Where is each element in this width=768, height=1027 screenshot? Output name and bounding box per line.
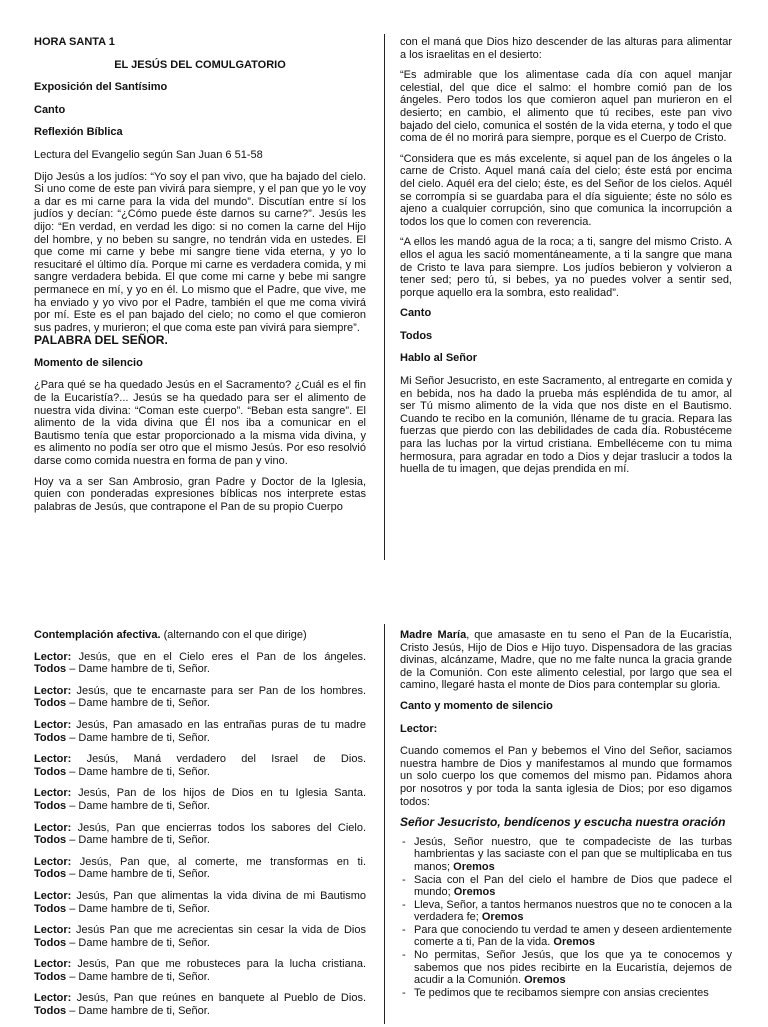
litany-item xyxy=(34,753,366,778)
todos-label: Todos xyxy=(34,1005,67,1018)
madre-maria-label: Madre María xyxy=(400,629,467,641)
litany-list xyxy=(34,651,366,1018)
litany-invocation: Jesús, Pan que, al comerte, me transformas en ti. xyxy=(71,855,366,868)
section-momento-silencio: Momento de silencio xyxy=(34,356,143,369)
todos-response: – Dame hambre de ti, Señor. xyxy=(66,663,210,676)
page1-column-divider xyxy=(384,34,385,560)
litany-todos-line xyxy=(34,697,366,710)
todos-label: Todos xyxy=(34,936,67,949)
section-hablo-al-senor: Hablo al Señor xyxy=(400,352,478,365)
todos-response: – Dame hambre de ti, Señor. xyxy=(66,731,210,744)
petition-text: Sacia con el Pan del cielo el hambre de Dios que padece el mundo; xyxy=(414,873,732,899)
intercession-intro: Cuando comemos el Pan y bebemos el Vino del Señor, saciamos nuestra hambre de Dios y manifestamos al mundo que formamos un solo cuerpo los que comemos del mismo pan. Pidamos ahora por nosotros y por toda la santa iglesia de Dios; por eso digamos todos: xyxy=(400,745,732,808)
litany-todos-line xyxy=(34,766,366,779)
palabra-del-senor: PALABRA DEL SEÑOR. xyxy=(34,333,168,348)
ambrosio-quote-2: “Considera que es más excelente, si aquel pan de los ángeles o la carne de Cristo. Aquel maná caía del cielo; éste está por encima del cielo. Aquél era del cielo; éste, es del Señor de los cielos. Aquél se corrompía si se guardaba para el día siguiente; éste no sólo es ajeno a cualquier corrupción, sino que comunica la incorrupción a todos los que lo comen con reverencia. xyxy=(400,152,732,228)
todos-response: – Dame hambre de ti, Señor. xyxy=(66,799,210,812)
litany-todos-line xyxy=(34,732,366,745)
petition-item xyxy=(400,987,732,1000)
litany-item xyxy=(34,924,366,949)
litany-invocation: Jesús, Pan que alimentas la vida divina de mi Bautismo xyxy=(71,889,366,902)
todos-label: Todos xyxy=(34,970,67,983)
oremos-label: Oremos xyxy=(453,860,495,873)
todos-response: – Dame hambre de ti, Señor. xyxy=(66,902,210,915)
lector-label: Lector: xyxy=(34,958,72,971)
contemplation-heading xyxy=(34,629,366,642)
page1-right-column xyxy=(400,36,732,484)
section-lector: Lector: xyxy=(400,722,438,735)
bullet-dash: - xyxy=(402,873,406,886)
petition-text: Jesús, Señor nuestro, que te compadeciste de las turbas hambrientas y las saciaste con el pan que se multiplicaba en tus manos; xyxy=(414,835,732,873)
litany-item xyxy=(34,719,366,744)
oremos-label: Oremos xyxy=(553,936,595,949)
litany-lector-line xyxy=(34,890,366,903)
lector-label: Lector: xyxy=(34,924,72,937)
litany-todos-line xyxy=(34,868,366,881)
litany-todos-line xyxy=(34,1005,366,1018)
litany-invocation: Jesús, que en el Cielo eres el Pan de los ángeles. xyxy=(71,650,366,663)
ambrosio-paragraph: Hoy va a ser San Ambrosio, gran Padre y Doctor de la Iglesia, quien con ponderadas expresiones bíblicas nos interprete estas palabras de Jesús, que contrapone el Pan de su propio Cuerpo xyxy=(34,475,366,513)
todos-response: – Dame hambre de ti, Señor. xyxy=(66,765,210,778)
lector-label: Lector: xyxy=(34,787,72,800)
gospel-text: Dijo Jesús a los judíos: “Yo soy el pan vivo, que ha bajado del cielo. Si uno come de este pan vivirá para siempre, y el pan que yo le voy a dar es mi carne para la vida del mundo”. Discutían entre sí los judíos y decían: “¿Cómo puede éste darnos su carne?”. Jesús les dijo: “En verdad, en verdad les digo: si no comen la carne del Hijo del hombre, y no beben su sangre, no tendrán vida en ustedes. El que come mi carne y bebe mi sangre tiene vida eterna, y yo lo resucitaré el último día. Porque mi carne es verdadera comida, y mi sangre verdadera bebida. El que come mi carne y bebe mi sangre permanece en mí, y yo en él. Lo mismo que el Padre, que vive, me ha enviado y yo vivo por el Padre, también el que me coma vivirá por mí. Este es el pan bajado del cielo; no como el que comieron sus padres, y murieron; el que coma este pan vivirá para siempre”. xyxy=(34,170,366,334)
todos-response: – Dame hambre de ti, Señor. xyxy=(66,936,210,949)
litany-item xyxy=(34,651,366,676)
ambrosio-quote-1: “Es admirable que los alimentase cada día con aquel manjar celestial, del que dice el salmo: el hombre comió pan de los ángeles. Pero todos los que comieron aquel pan murieron en el desierto; en cambio, el alimento que tú recibes, este pan vivo bajado del cielo, comunica el sostén de la vida eterna, y todo el que coma de él no morirá para siempre, porque es el Cuerpo de Cristo. xyxy=(400,69,732,145)
petition-item xyxy=(400,874,732,899)
lector-label: Lector: xyxy=(34,684,72,697)
litany-todos-line xyxy=(34,663,366,676)
petition-text: Lleva, Señor, a tantos hermanos nuestros que no te conocen a la verdadera fe; xyxy=(414,898,732,924)
intercession-response: Señor Jesucristo, bendícenos y escucha nuestra oración xyxy=(400,815,726,830)
litany-invocation: Jesús, que te encarnaste para ser Pan de los hombres. xyxy=(71,684,366,697)
page2-column-divider xyxy=(384,624,385,1024)
todos-response: – Dame hambre de ti, Señor. xyxy=(66,697,210,710)
bullet-dash: - xyxy=(402,986,406,999)
page1-left-column xyxy=(34,36,366,521)
lector-label: Lector: xyxy=(34,889,72,902)
madre-maria-text: , que amasaste en tu seno el Pan de la Eucaristía, Cristo Jesús, Hijo de Dios e Hijo tuyo. Dispensadora de las gracias divinas, alcánzame, Madre, que no me falte nunca la gracia grande de la Comunión. Con este alimento celestial, por largo que sea el camino, llegaré hasta el monte de Dios para contemplar su gloria. xyxy=(400,629,732,692)
section-reflexion: Reflexión Bíblica xyxy=(34,126,123,139)
litany-invocation: Jesús Pan que me acrecientas sin cesar la vida de Dios xyxy=(71,924,366,937)
madre-maria-paragraph xyxy=(400,629,732,692)
petition-text: Para que conociendo tu verdad te amen y deseen ardientemente comerte a ti, Pan de la vida. xyxy=(414,923,732,949)
section-exposicion: Exposición del Santísimo xyxy=(34,81,168,94)
litany-item xyxy=(34,958,366,983)
petitions-list xyxy=(400,836,732,1000)
oremos-label: Oremos xyxy=(524,974,566,987)
section-canto: Canto xyxy=(34,103,66,116)
todos-label: Todos xyxy=(34,834,67,847)
todos-response: – Dame hambre de ti, Señor. xyxy=(66,1005,210,1018)
section-todos: Todos xyxy=(400,329,433,342)
litany-invocation: Jesús, Pan que encierras todos los sabores del Cielo. xyxy=(71,821,366,834)
ambrosio-quote-3: “A ellos les mandó agua de la roca; a ti, sangre del mismo Cristo. A ellos el agua les sació momentáneamente, a ti la sangre que mana de Cristo te lava para siempre. Los judíos bebieron y volvieron a tener sed; pero tú, si bebes, ya no puedes volver a sentir sed, porque aquello era la sombra, esto realidad”. xyxy=(400,236,732,299)
litany-todos-line xyxy=(34,971,366,984)
petition-item xyxy=(400,899,732,924)
todos-label: Todos xyxy=(34,765,67,778)
page-title: HORA SANTA 1 xyxy=(34,36,115,48)
reading-reference: Lectura del Evangelio según San Juan 6 51-58 xyxy=(34,148,263,161)
lector-label: Lector: xyxy=(34,821,72,834)
page2-left-column xyxy=(34,629,366,1027)
todos-label: Todos xyxy=(34,697,67,710)
section-canto-2: Canto xyxy=(400,307,432,320)
bullet-dash: - xyxy=(402,923,406,936)
lector-label: Lector: xyxy=(34,753,72,766)
petition-text: No permitas, Señor Jesús, que los que ya te conocemos y sabemos que nos pides recibirte en la Eucaristía, dejemos de acudir a la Comunión. xyxy=(414,949,732,987)
lector-label: Lector: xyxy=(34,718,72,731)
litany-todos-line xyxy=(34,903,366,916)
petition-item xyxy=(400,924,732,949)
prayer-paragraph: Mi Señor Jesucristo, en este Sacramento, al entregarte en comida y en bebida, nos ha dado la prueba más espléndida de tu amor, al ser Tú mismo alimento de la vida que nos diste en el Bautismo. Cuando te recibo en la comunión, lléname de tu gracia. Repara las fuerzas que pierdo con las debilidades de cada día. Robustéceme para las luchas por la virtud cristiana. Embelléceme con tu mima hermosura, para agradar en todo a Dios y dejar traslucir a todos la huella de tu imagen, que dejas prendida en mí. xyxy=(400,375,732,476)
todos-response: – Dame hambre de ti, Señor. xyxy=(66,970,210,983)
litany-lector-line xyxy=(34,685,366,698)
todos-response: – Dame hambre de ti, Señor. xyxy=(66,868,210,881)
litany-lector-line xyxy=(34,651,366,664)
lector-label: Lector: xyxy=(34,650,72,663)
litany-lector-line xyxy=(34,856,366,869)
page-subtitle: EL JESÚS DEL COMULGATORIO xyxy=(114,58,286,71)
petition-text: Te pedimos que te recibamos siempre con ansias crecientes xyxy=(414,986,709,999)
contemplation-heading-title: Contemplación afectiva. xyxy=(34,629,161,641)
litany-item xyxy=(34,685,366,710)
todos-label: Todos xyxy=(34,663,67,676)
continuation-paragraph: con el maná que Dios hizo descender de las alturas para alimentar a los israelitas en el desierto: xyxy=(400,36,732,61)
bullet-dash: - xyxy=(402,898,406,911)
litany-item xyxy=(34,787,366,812)
litany-lector-line xyxy=(34,719,366,732)
litany-todos-line xyxy=(34,834,366,847)
litany-lector-line xyxy=(34,924,366,937)
litany-invocation: Jesús, Pan de los hijos de Dios en tu Iglesia Santa. xyxy=(71,787,366,800)
litany-todos-line xyxy=(34,800,366,813)
litany-invocation: Jesús, Pan amasado en las entrañas puras de tu madre xyxy=(71,718,366,731)
litany-lector-line xyxy=(34,992,366,1005)
litany-item xyxy=(34,890,366,915)
todos-label: Todos xyxy=(34,902,67,915)
litany-todos-line xyxy=(34,937,366,950)
bullet-dash: - xyxy=(402,835,406,848)
litany-lector-line xyxy=(34,822,366,835)
litany-lector-line xyxy=(34,958,366,971)
oremos-label: Oremos xyxy=(481,911,524,924)
petition-item xyxy=(400,949,732,987)
page2-right-column xyxy=(400,629,732,999)
litany-item xyxy=(34,856,366,881)
lector-label: Lector: xyxy=(34,992,72,1005)
todos-response: – Dame hambre de ti, Señor. xyxy=(66,834,210,847)
litany-item xyxy=(34,992,366,1017)
litany-invocation: Jesús, Maná verdadero del Israel de Dios. xyxy=(71,753,366,766)
litany-invocation: Jesús, Pan que reúnes en banquete al Pueblo de Dios. xyxy=(71,992,366,1005)
lector-label: Lector: xyxy=(34,855,72,868)
todos-label: Todos xyxy=(34,868,67,881)
litany-invocation: Jesús, Pan que me robusteces para la lucha cristiana. xyxy=(71,958,366,971)
petition-item xyxy=(400,836,732,874)
section-canto-silencio: Canto y momento de silencio xyxy=(400,699,553,712)
litany-item xyxy=(34,822,366,847)
todos-label: Todos xyxy=(34,731,67,744)
oremos-label: Oremos xyxy=(453,886,496,899)
contemplation-heading-note: (alternando con el que dirige) xyxy=(160,629,307,641)
reflection-paragraph: ¿Para qué se ha quedado Jesús en el Sacramento? ¿Cuál es el fin de la Eucaristía?... Jesús se ha quedado para ser el alimento de nuestra vida divina: “Coman este cuerpo”. “Beban esta sangre”. El alimento de la vida divina que Él nos iba a comunicar en el Bautismo tenía que estar proporcionado a la misma vida divina, y es alimento no podía ser otro que el mismo Jesús. Por eso resolvió darse como comida nuestra en forma de pan y vino. xyxy=(34,379,366,468)
bullet-dash: - xyxy=(402,949,406,962)
litany-lector-line xyxy=(34,753,366,766)
todos-label: Todos xyxy=(34,799,67,812)
litany-lector-line xyxy=(34,787,366,800)
